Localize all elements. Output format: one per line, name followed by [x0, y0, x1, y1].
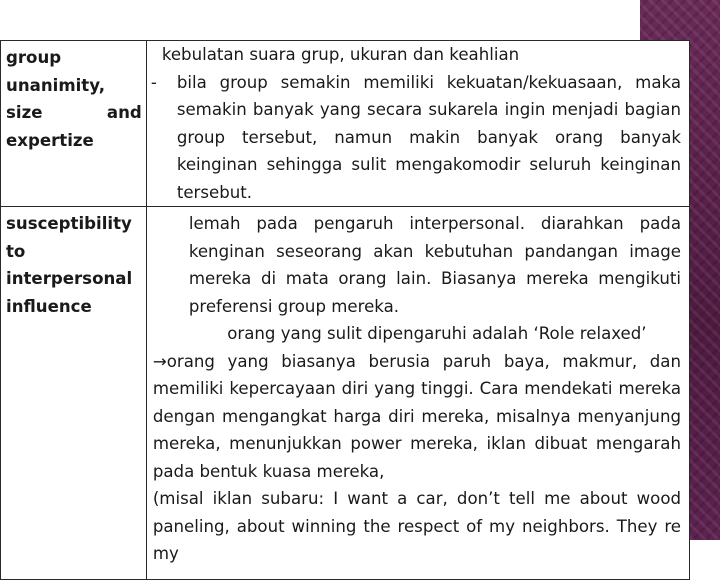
paragraph-text: bila group semakin memiliki kekuatan/kekuasaan, maka semakin banyak yang secara sukarela ingin menjadi bagian group tersebut, namun makin banyak orang banyak keinginan sehingga sulit mengakomodir seluruh keinginan tersebut. [176, 72, 681, 202]
content-table [0, 40, 690, 580]
row-label-cell [1, 41, 147, 207]
bullet-paragraph [147, 69, 689, 207]
dash-marker: - [150, 72, 157, 92]
arrow-paragraph [153, 348, 681, 486]
row-label: susceptibility to interpersonal influence [6, 214, 133, 316]
arrow-right-icon: → [152, 351, 167, 371]
paragraph-text: lemah pada pengaruh interpersonal. diarahkan pada kenginan seseorang akan kebutuhan pandangan image mereka di mata orang lain. Biasanya mereka mengikuti preferensi group mereka. [188, 214, 681, 316]
paragraph-text: orang yang biasanya berusia paruh baya, makmur, dan memiliki kepercayaan diri yang tinggi. Cara mendekati mereka dengan mengangkat harga diri mereka, misalnya menyanjung mereka, menunjukkan power mereka, iklan dibuat mengarah pada bentuk kuasa mereka, [152, 351, 681, 481]
row-content [147, 207, 689, 568]
table-row [1, 41, 690, 207]
row-label-cell [1, 207, 147, 580]
example-text: (misal iklan subaru: I want a car, don’t tell me about wood paneling, about winning the respect of my neighbors. They re my [152, 489, 681, 563]
row-content-cell [146, 207, 689, 580]
row-content-cell [146, 41, 689, 207]
centered-line: orang yang sulit dipengaruhi adalah ‘Role relaxed’ [227, 324, 647, 343]
row-title: kebulatan suara grup, ukuran dan keahlian [161, 45, 520, 64]
table-row [1, 207, 690, 580]
row-label: group unanimity, size and expertize [6, 48, 142, 150]
